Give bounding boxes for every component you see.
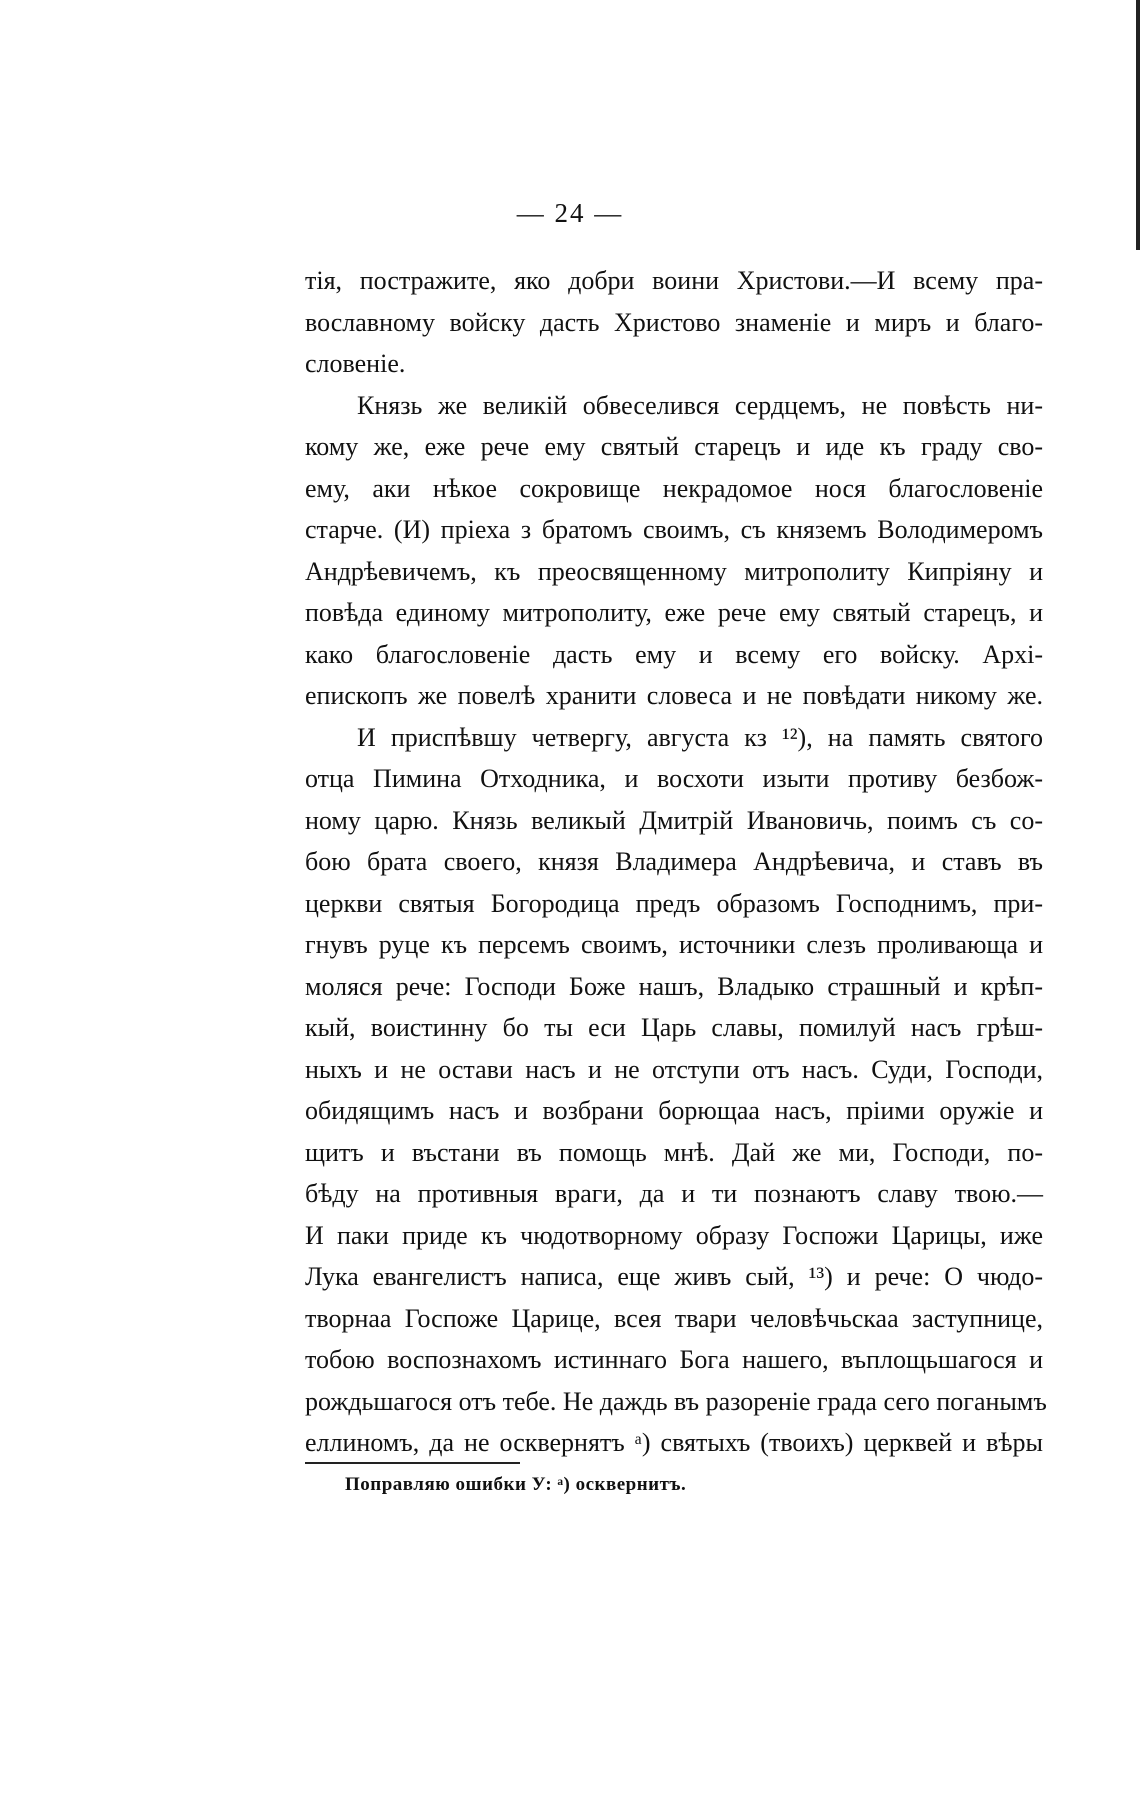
text-line: повѣда единому митрополиту, еже рече ему святый старецъ, и bbox=[305, 598, 1043, 627]
text-line: бою брата своего, князя Владимера Андрѣевича, и ставъ въ bbox=[305, 847, 1043, 876]
page-number: — 24 — bbox=[516, 198, 624, 228]
text-line: щитъ и въстани въ помощь мнѣ. Дай же ми, Господи, по- bbox=[305, 1137, 1043, 1167]
text-line: ныхъ и не остави насъ и не отступи отъ насъ. Суди, Господи, bbox=[305, 1054, 1043, 1084]
text-line: ему, аки нѣкое сокровище некрадомое нося благословеніе bbox=[305, 473, 1043, 503]
text-line: тія, постражите, яко добри воини Христови.—И всему пра- bbox=[305, 266, 1043, 295]
text-line: бѣду на противныя враги, да и ти познаютъ славу твою.— bbox=[305, 1179, 1043, 1208]
text-line: како благословеніе дасть ему и всему его войску. Архі- bbox=[305, 639, 1043, 669]
text-line: отца Пимина Отходника, и восхоти изыти противу безбож- bbox=[305, 764, 1043, 793]
text-line: И паки приде къ чюдотворному образу Госпожи Царицы, иже bbox=[305, 1220, 1043, 1250]
text-line: тобою воспознахомъ истиннаго Бога нашего, въплощьшагося и bbox=[305, 1345, 1043, 1374]
text-line: творнаа Госпоже Царице, всея твари человѣчьскаа заступнице, bbox=[305, 1303, 1043, 1333]
text-line: Андрѣевичемъ, къ преосвященному митрополиту Кипріяну и bbox=[305, 556, 1043, 586]
text-line: кый, воистинну бо ты еси Царь славы, помилуй насъ грѣш- bbox=[305, 1013, 1043, 1042]
text-line: словеніе. bbox=[305, 349, 406, 378]
body-text bbox=[305, 260, 1047, 1464]
text-line: епископъ же повелѣ хранити словеса и не повѣдати никому же. bbox=[305, 681, 1043, 710]
text-line: рождьшагося отъ тебе. Не даждь въ разореніе града сего поганымъ bbox=[305, 1386, 1047, 1416]
footnote-divider bbox=[305, 1462, 520, 1464]
text-line: Лука евангелистъ написа, еще живъ сый, ¹³) и рече: О чюдо- bbox=[305, 1262, 1043, 1291]
text-line: гнувъ руце къ персемъ своимъ, источники слезъ проливающа и bbox=[305, 930, 1043, 959]
text-line: церкви святыя Богородица предъ образомъ Господнимъ, при- bbox=[305, 888, 1043, 918]
text-line: кому же, еже рече ему святый старецъ и иде къ граду сво- bbox=[305, 432, 1043, 461]
footnote: Поправляю ошибки У: ᵃ) осквернитъ. bbox=[345, 1474, 687, 1495]
text-line: ному царю. Князь великый Дмитрій Ивановичь, поимъ съ со- bbox=[305, 805, 1043, 835]
text-line: еллиномъ, да не осквернятъ ᵃ) святыхъ (твоихъ) церквей и вѣры bbox=[305, 1428, 1043, 1457]
text-line: обидящимъ насъ и возбрани борющаа насъ, пріими оружіе и bbox=[305, 1096, 1043, 1125]
text-line: старче. (И) пріеха з братомъ своимъ, съ княземъ Володимеромъ bbox=[305, 515, 1043, 544]
text-line: И приспѣвшу четвергу, августа кз ¹²), на память святого bbox=[357, 722, 1043, 752]
text-line: моляся рече: Господи Боже нашъ, Владыко страшный и крѣп- bbox=[305, 971, 1043, 1001]
text-line: Князь же великій обвеселився сердцемъ, не повѣсть ни- bbox=[357, 390, 1043, 420]
text-line: вославному войску дасть Христово знаменіе и миръ и благо- bbox=[305, 307, 1043, 337]
